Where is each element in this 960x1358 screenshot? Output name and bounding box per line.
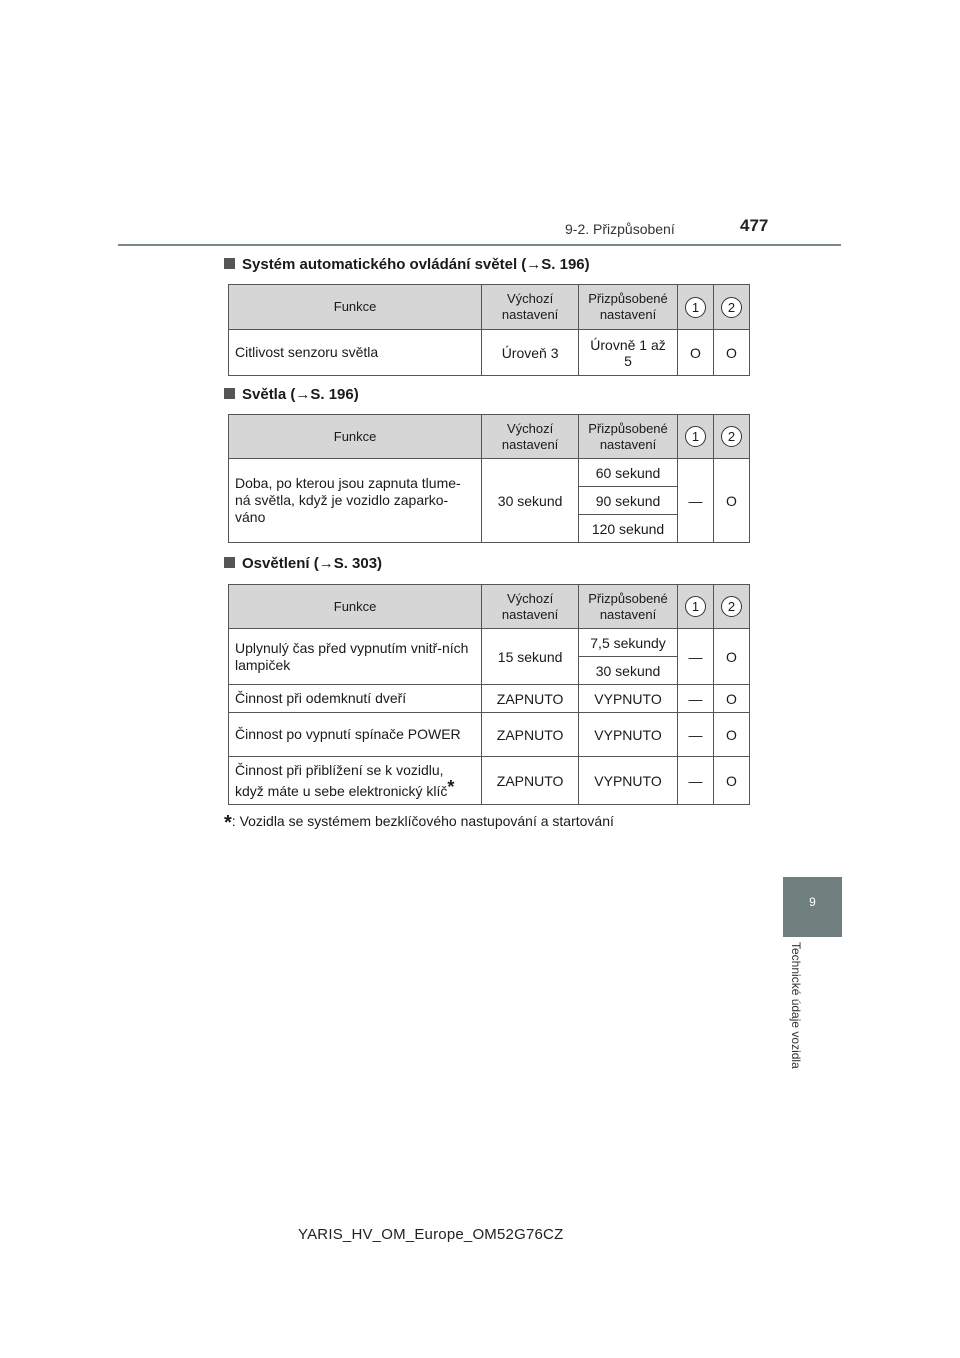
circled-two-icon: 2 — [721, 596, 742, 617]
header-section-title: 9-2. Přizpůsobení — [565, 221, 675, 237]
section-heading-lights: Světla (→S. 196) — [224, 386, 359, 403]
section-heading-illumination: Osvětlení (→S. 303) — [224, 555, 382, 572]
table-illumination: Funkce Výchozí nastavení Přizpůsobené nastavení 1 2 Uplynulý čas před vypnutím vnitř-ních lampiček 15 sekund 7,5 sekundy — O 30 sekund Činnost při odemknutí dveří ZAPNUTO VYPNUTO — O Činnost po vypnutí spínače POWER ZAPNUTO VYPNUTO — O Činnost při přiblížení se k vozidlu, když máte u sebe elektronický klíč* ZAPNUTO VYPNUTO — O — [228, 584, 750, 805]
table-row: Citlivost senzoru světla Úroveň 3 Úrovně 1 až 5 O O — [229, 330, 750, 376]
circled-one-icon: 1 — [685, 596, 706, 617]
square-bullet-icon — [224, 258, 235, 269]
square-bullet-icon — [224, 388, 235, 399]
footnote-mark: * — [447, 776, 455, 797]
table-row: Činnost při přiblížení se k vozidlu, když máte u sebe elektronický klíč* ZAPNUTO VYPNUTO — O — [229, 757, 750, 805]
document-code: YARIS_HV_OM_Europe_OM52G76CZ — [298, 1226, 564, 1243]
table-row: Činnost po vypnutí spínače POWER ZAPNUTO VYPNUTO — O — [229, 713, 750, 757]
chapter-label: Technické údaje vozidla — [789, 942, 803, 1069]
table-row: Uplynulý čas před vypnutím vnitř-ních lampiček 15 sekund 7,5 sekundy — O — [229, 629, 750, 657]
section-heading-auto-lights: Systém automatického ovládání světel (→S. 196) — [224, 256, 590, 273]
col-header-function: Funkce — [229, 285, 482, 330]
table-lights: Funkce Výchozí nastavení Přizpůsobené nastavení 1 2 Doba, po kterou jsou zapnuta tlume-ná světla, když je vozidlo zaparko-váno 30 sekund 60 sekund — O 90 sekund 120 sekund — [228, 414, 750, 543]
col-header-default: Výchozí nastavení — [482, 415, 579, 459]
page-number: 477 — [740, 216, 769, 235]
table-row: Činnost při odemknutí dveří ZAPNUTO VYPNUTO — O — [229, 685, 750, 713]
col-header-function: Funkce — [229, 585, 482, 629]
table-auto-lights — [228, 284, 750, 376]
footnote: *: Vozidla se systémem bezklíčového nastupování a startování — [224, 812, 614, 834]
col-header-custom: Přizpůsobené nastavení — [579, 285, 678, 330]
header-rule — [118, 244, 841, 246]
square-bullet-icon — [224, 557, 235, 568]
col-header-function: Funkce — [229, 415, 482, 459]
circled-one-icon: 1 — [685, 426, 706, 447]
circled-two-icon: 2 — [721, 426, 742, 447]
table-row: Doba, po kterou jsou zapnuta tlume-ná světla, když je vozidlo zaparko-váno 30 sekund 60 sekund — O — [229, 459, 750, 487]
col-header-default: Výchozí nastavení — [482, 285, 579, 330]
col-header-custom: Přizpůsobené nastavení — [579, 585, 678, 629]
col-header-default: Výchozí nastavení — [482, 585, 579, 629]
circled-two-icon: 2 — [721, 297, 742, 318]
col-header-custom: Přizpůsobené nastavení — [579, 415, 678, 459]
circled-one-icon: 1 — [685, 297, 706, 318]
chapter-tab: 9 — [783, 877, 842, 937]
